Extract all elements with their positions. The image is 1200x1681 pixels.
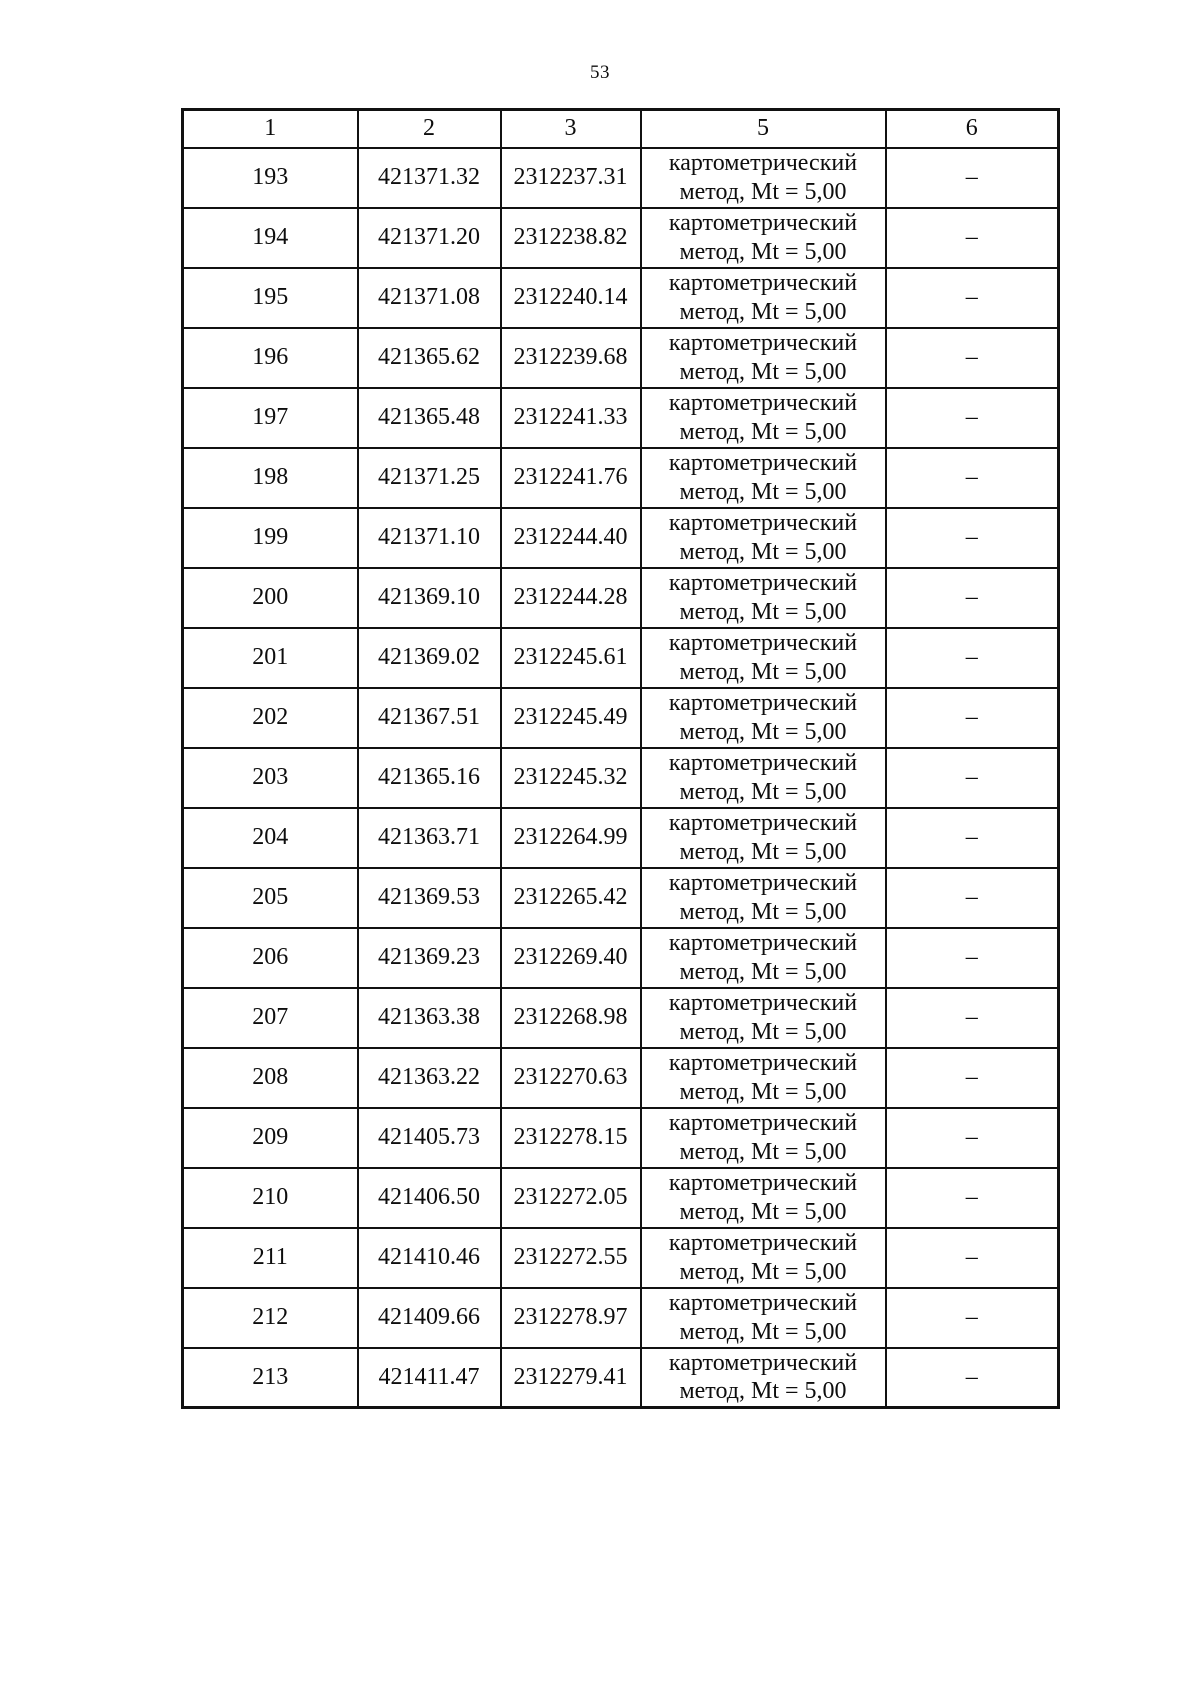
cell-coord-y: 2312265.42 [501, 868, 641, 928]
cell-coord-x: 421363.71 [358, 808, 501, 868]
col-header-1: 1 [183, 110, 358, 148]
cell-coord-x: 421411.47 [358, 1348, 501, 1408]
cell-coord-x: 421371.32 [358, 148, 501, 208]
cell-coord-y: 2312245.49 [501, 688, 641, 748]
table-row [183, 388, 1059, 448]
cell-coord-y: 2312279.41 [501, 1348, 641, 1408]
cell-method [641, 508, 886, 568]
table-row [183, 1168, 1059, 1228]
cell-point-number: 209 [183, 1108, 358, 1168]
cell-point-number: 206 [183, 928, 358, 988]
method-text: картометрический метод, Mt = 5,00 [668, 1349, 858, 1405]
cell-method [641, 868, 886, 928]
cell-note: – [886, 748, 1059, 808]
cell-method [641, 328, 886, 388]
cell-method [641, 388, 886, 448]
cell-coord-x: 421363.38 [358, 988, 501, 1048]
table-row [183, 1288, 1059, 1348]
cell-coord-x: 421371.10 [358, 508, 501, 568]
cell-point-number: 211 [183, 1228, 358, 1288]
col-header-6: 6 [886, 110, 1059, 148]
cell-point-number: 198 [183, 448, 358, 508]
cell-note: – [886, 508, 1059, 568]
cell-method [641, 568, 886, 628]
cell-point-number: 197 [183, 388, 358, 448]
cell-coord-y: 2312244.28 [501, 568, 641, 628]
cell-coord-y: 2312241.76 [501, 448, 641, 508]
table-row [183, 508, 1059, 568]
cell-point-number: 200 [183, 568, 358, 628]
cell-coord-y: 2312272.05 [501, 1168, 641, 1228]
cell-coord-x: 421369.53 [358, 868, 501, 928]
cell-point-number: 193 [183, 148, 358, 208]
cell-method [641, 988, 886, 1048]
cell-point-number: 202 [183, 688, 358, 748]
table-row [183, 448, 1059, 508]
cell-method [641, 148, 886, 208]
table-row [183, 928, 1059, 988]
cell-note: – [886, 268, 1059, 328]
col-header-5: 5 [641, 110, 886, 148]
table-row [183, 988, 1059, 1048]
cell-method [641, 628, 886, 688]
cell-method [641, 928, 886, 988]
cell-note: – [886, 688, 1059, 748]
table-row [183, 748, 1059, 808]
cell-coord-x: 421369.10 [358, 568, 501, 628]
cell-note: – [886, 1108, 1059, 1168]
cell-note: – [886, 1348, 1059, 1408]
cell-point-number: 205 [183, 868, 358, 928]
cell-method [641, 448, 886, 508]
cell-method [641, 808, 886, 868]
table-body [183, 148, 1059, 1408]
cell-coord-x: 421369.23 [358, 928, 501, 988]
cell-method [641, 1108, 886, 1168]
cell-method [641, 688, 886, 748]
cell-coord-y: 2312245.32 [501, 748, 641, 808]
header-row [183, 110, 1059, 148]
method-text: картометрический метод, Mt = 5,00 [668, 390, 858, 445]
method-text: картометрический метод, Mt = 5,00 [668, 630, 858, 685]
col-header-2: 2 [358, 110, 501, 148]
cell-coord-x: 421367.51 [358, 688, 501, 748]
page-number: 53 [590, 62, 610, 83]
cell-point-number: 213 [183, 1348, 358, 1408]
method-text: картометрический метод, Mt = 5,00 [668, 690, 858, 745]
method-text: картометрический метод, Mt = 5,00 [668, 270, 858, 325]
cell-note: – [886, 568, 1059, 628]
table-row [183, 1228, 1059, 1288]
cell-note: – [886, 988, 1059, 1048]
table-row [183, 868, 1059, 928]
cell-point-number: 196 [183, 328, 358, 388]
cell-point-number: 201 [183, 628, 358, 688]
table-row [183, 568, 1059, 628]
cell-point-number: 212 [183, 1288, 358, 1348]
method-text: картометрический метод, Mt = 5,00 [668, 330, 858, 385]
cell-coord-x: 421410.46 [358, 1228, 501, 1288]
method-text: картометрический метод, Mt = 5,00 [668, 750, 858, 805]
cell-note: – [886, 1228, 1059, 1288]
table-row [183, 328, 1059, 388]
method-text: картометрический метод, Mt = 5,00 [668, 1290, 858, 1345]
cell-coord-y: 2312278.97 [501, 1288, 641, 1348]
cell-coord-y: 2312278.15 [501, 1108, 641, 1168]
method-text: картометрический метод, Mt = 5,00 [668, 210, 858, 265]
cell-point-number: 203 [183, 748, 358, 808]
cell-coord-y: 2312269.40 [501, 928, 641, 988]
cell-coord-y: 2312244.40 [501, 508, 641, 568]
table-row [183, 1048, 1059, 1108]
method-text: картометрический метод, Mt = 5,00 [668, 990, 858, 1045]
cell-note: – [886, 928, 1059, 988]
cell-coord-x: 421409.66 [358, 1288, 501, 1348]
cell-coord-x: 421365.62 [358, 328, 501, 388]
cell-point-number: 210 [183, 1168, 358, 1228]
cell-coord-x: 421365.16 [358, 748, 501, 808]
cell-point-number: 207 [183, 988, 358, 1048]
cell-method [641, 208, 886, 268]
method-text: картометрический метод, Mt = 5,00 [668, 1050, 858, 1105]
method-text: картометрический метод, Mt = 5,00 [668, 450, 858, 505]
cell-note: – [886, 1048, 1059, 1108]
cell-note: – [886, 1288, 1059, 1348]
cell-method [641, 1228, 886, 1288]
cell-note: – [886, 628, 1059, 688]
cell-coord-y: 2312237.31 [501, 148, 641, 208]
method-text: картометрический метод, Mt = 5,00 [668, 870, 858, 925]
cell-coord-x: 421369.02 [358, 628, 501, 688]
cell-point-number: 194 [183, 208, 358, 268]
cell-note: – [886, 1168, 1059, 1228]
cell-method [641, 748, 886, 808]
coordinates-table [181, 108, 1060, 1409]
cell-note: – [886, 328, 1059, 388]
cell-coord-x: 421371.25 [358, 448, 501, 508]
cell-coord-y: 2312268.98 [501, 988, 641, 1048]
cell-method [641, 268, 886, 328]
table-row [183, 208, 1059, 268]
cell-coord-y: 2312239.68 [501, 328, 641, 388]
cell-coord-x: 421363.22 [358, 1048, 501, 1108]
table-row [183, 628, 1059, 688]
cell-coord-y: 2312245.61 [501, 628, 641, 688]
cell-note: – [886, 388, 1059, 448]
cell-coord-y: 2312240.14 [501, 268, 641, 328]
table-row [183, 808, 1059, 868]
cell-point-number: 199 [183, 508, 358, 568]
method-text: картометрический метод, Mt = 5,00 [668, 570, 858, 625]
cell-point-number: 208 [183, 1048, 358, 1108]
cell-coord-x: 421406.50 [358, 1168, 501, 1228]
cell-note: – [886, 868, 1059, 928]
table-row [183, 268, 1059, 328]
table-row [183, 1348, 1059, 1408]
method-text: картометрический метод, Mt = 5,00 [668, 1230, 858, 1285]
method-text: картометрический метод, Mt = 5,00 [668, 150, 858, 205]
cell-coord-y: 2312272.55 [501, 1228, 641, 1288]
cell-coord-y: 2312238.82 [501, 208, 641, 268]
cell-coord-y: 2312241.33 [501, 388, 641, 448]
table-row [183, 1108, 1059, 1168]
cell-method [641, 1168, 886, 1228]
cell-coord-x: 421365.48 [358, 388, 501, 448]
cell-method [641, 1348, 886, 1408]
cell-coord-x: 421371.08 [358, 268, 501, 328]
method-text: картометрический метод, Mt = 5,00 [668, 810, 858, 865]
cell-coord-x: 421371.20 [358, 208, 501, 268]
cell-note: – [886, 448, 1059, 508]
cell-note: – [886, 148, 1059, 208]
cell-coord-y: 2312270.63 [501, 1048, 641, 1108]
table-row [183, 148, 1059, 208]
method-text: картометрический метод, Mt = 5,00 [668, 1170, 858, 1225]
cell-coord-y: 2312264.99 [501, 808, 641, 868]
cell-coord-x: 421405.73 [358, 1108, 501, 1168]
cell-method [641, 1288, 886, 1348]
cell-point-number: 204 [183, 808, 358, 868]
cell-note: – [886, 808, 1059, 868]
cell-point-number: 195 [183, 268, 358, 328]
table-row [183, 688, 1059, 748]
method-text: картометрический метод, Mt = 5,00 [668, 510, 858, 565]
cell-method [641, 1048, 886, 1108]
col-header-3: 3 [501, 110, 641, 148]
method-text: картометрический метод, Mt = 5,00 [668, 930, 858, 985]
method-text: картометрический метод, Mt = 5,00 [668, 1110, 858, 1165]
cell-note: – [886, 208, 1059, 268]
